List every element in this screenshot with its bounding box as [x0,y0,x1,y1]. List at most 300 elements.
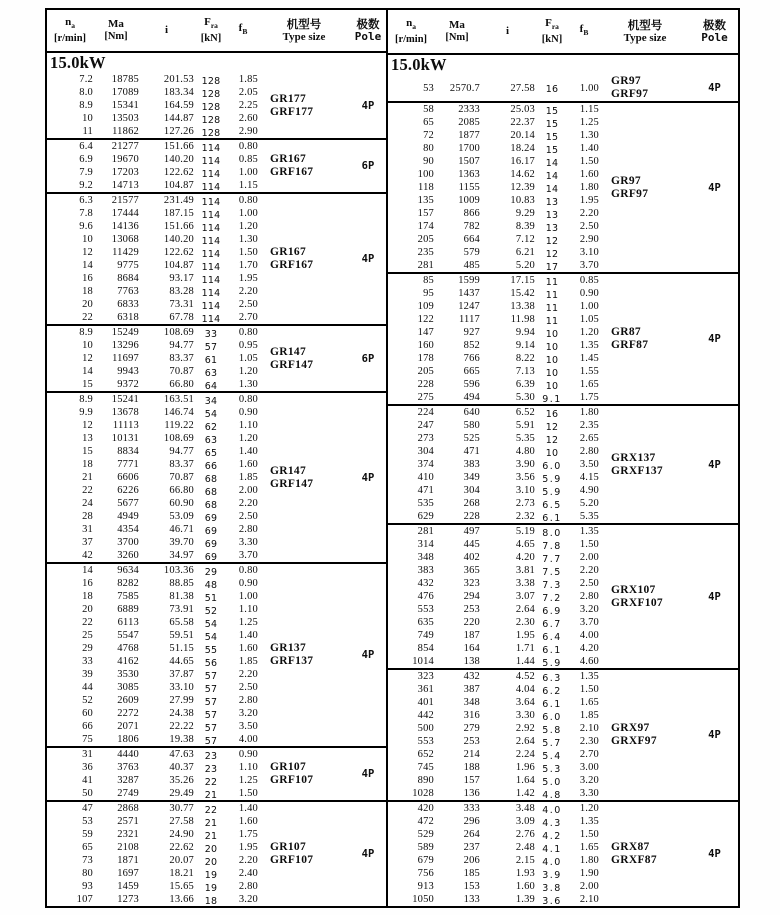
cell-ma: 1437 [458,288,480,299]
table-row [388,854,599,867]
table-row [47,125,258,138]
pole-value: 4P [708,729,721,741]
cell-i: 2.15 [515,855,535,866]
type-size-label [258,246,350,272]
cell-fb: 0.90 [238,407,258,418]
cell-ma: 1697 [117,868,139,879]
cell-na: 16 [82,273,93,284]
cell-fb: 3.70 [579,260,599,271]
cell-fra: 4.8 [542,789,562,801]
type-size-group [47,391,386,562]
cell-fb: 3.70 [238,550,258,561]
cell-fb: 2.10 [579,894,599,905]
cell-fra: 114 [201,222,221,234]
cell-ma: 11697 [112,353,139,364]
cell-ma: 4768 [117,643,139,654]
cell-fb: 1.50 [579,829,599,840]
cell-fra: 69 [204,538,218,550]
cell-fb: 2.60 [238,113,258,124]
cell-ma: 220 [463,617,480,628]
cell-ma: 2570.7 [449,82,480,94]
cell-fra: 15 [545,105,559,117]
cell-na: 553 [417,604,434,615]
type-size-name: GRXF137 [611,464,663,477]
cell-na: 39 [82,669,93,680]
cell-i: 3.90 [515,459,535,470]
col-header-pole: 极数 Pole [354,17,382,43]
pole-value: 4P [361,99,375,112]
cell-ma: 133 [463,894,480,905]
cell-fb: 3.30 [579,788,599,799]
cell-na: 323 [417,671,434,682]
cell-na: 8.0 [79,87,93,98]
cell-i: 183.34 [163,87,194,98]
cell-i: 3.64 [515,697,535,708]
cell-na: 15 [82,446,93,457]
cell-fb: 1.00 [238,591,258,602]
cell-ma: 19670 [111,154,139,165]
cell-fb: 2.80 [238,695,258,706]
table-row [47,748,258,761]
cell-fra: 66 [204,460,218,472]
cell-fb: 4.60 [579,656,599,667]
table-row [388,893,599,906]
table-row [47,577,258,590]
table-row [388,103,599,116]
cell-i: 65.58 [169,617,194,628]
cell-na: 118 [418,182,434,193]
cell-fra: 5.9 [542,657,562,669]
type-size-name: GR137 [270,642,306,654]
col-header-fra: $F_{ra}$ [kN] [541,16,563,45]
table-row [47,523,258,536]
table-row [47,326,258,339]
type-size-group [388,523,738,668]
cell-ma: 14713 [111,180,139,191]
cell-fra: 114 [201,287,221,299]
cell-fb: 3.20 [238,708,258,719]
group-rows [388,525,599,668]
cell-fra: 11 [545,302,559,314]
cell-fra: 15 [545,131,559,143]
type-size-name: GR177 [270,92,306,105]
cell-i: 15.42 [510,288,535,299]
cell-ma: 316 [463,710,480,721]
table-row [388,748,599,761]
groups-left [47,73,386,906]
table-row [47,497,258,510]
table-row [388,683,599,696]
cell-i: 46.71 [169,524,194,535]
cell-fb: 1.20 [238,221,258,232]
cell-i: 151.66 [163,221,194,232]
cell-fra: 128 [201,114,221,126]
type-size-name: GRX87 [611,841,650,853]
cell-i: 7.13 [515,366,535,377]
cell-na: 178 [417,353,434,364]
cell-na: 361 [417,684,434,695]
table-row [47,194,258,207]
cell-fb: 1.20 [579,803,599,814]
group-rows [47,140,258,192]
cell-fra: 57 [204,709,218,721]
group-rows [388,103,599,272]
cell-i: 60.90 [169,498,194,509]
table-row [388,155,599,168]
cell-i: 3.38 [515,578,535,589]
cell-ma: 3530 [117,669,139,680]
cell-fb: 1.50 [579,539,599,550]
cell-fra: 4.1 [542,843,562,855]
table-row [388,497,599,510]
cell-na: 401 [417,697,434,708]
cell-ma: 2321 [117,829,139,840]
table-row [47,339,258,352]
cell-fb: 1.35 [579,816,599,827]
cell-fb: 1.30 [238,234,258,245]
table-row [47,733,258,746]
cell-fb: 2.20 [238,286,258,297]
table-row [47,378,258,391]
cell-fb: 0.85 [238,154,258,165]
cell-fb: 2.80 [579,446,599,457]
cell-i: 1.44 [515,656,535,667]
table-row [388,828,599,841]
cell-na: 72 [423,130,434,141]
cell-na: 107 [76,894,93,905]
cell-fb: 1.75 [238,829,258,840]
cell-fra: 6.9 [542,605,562,617]
cell-fb: 1.95 [238,842,258,853]
table-row [388,709,599,722]
group-rows [47,326,258,391]
col-header-fb: $f_B$ [238,22,248,37]
cell-fb: 1.50 [579,684,599,695]
cell-fra: 12 [545,421,559,433]
cell-na: 913 [417,881,434,892]
cell-i: 201.53 [163,74,194,85]
cell-na: 80 [423,143,434,154]
cell-i: 122.62 [163,167,194,178]
table-row [388,300,599,313]
table-row [388,590,599,603]
cell-fb: 1.00 [238,167,258,178]
cell-fra: 15 [545,144,559,156]
type-size-name: GRF107 [270,774,314,786]
cell-fra: 51 [204,592,218,604]
table-row [47,629,258,642]
table-row [388,365,599,378]
cell-fra: 21 [204,789,218,801]
cell-na: 21 [82,472,93,483]
cell-i: 5.30 [515,392,535,403]
cell-fb: 2.80 [238,881,258,892]
type-size-name: GRF97 [611,88,649,100]
table-row [388,616,599,629]
cell-fb: 3.50 [238,721,258,732]
cell-na: 635 [417,617,434,628]
table-row [47,893,258,906]
group-rows [47,194,258,324]
col-header-pole: 极数 Pole [701,18,728,44]
cell-fb: 2.25 [238,100,258,111]
table-row [388,326,599,339]
cell-i: 70.87 [169,472,194,483]
cell-fb: 1.15 [579,104,599,115]
cell-fb: 1.00 [579,82,599,94]
cell-na: 281 [417,260,434,271]
cell-i: 127.26 [163,126,194,137]
cell-na: 7.9 [79,167,93,178]
cell-na: 12 [82,353,93,364]
cell-fb: 2.80 [238,524,258,535]
cell-i: 66.80 [169,379,194,390]
table-row [388,696,599,709]
cell-fb: 1.80 [579,407,599,418]
cell-fb: 1.25 [238,617,258,628]
cell-ma: 866 [463,208,480,219]
cell-fra: 57 [204,341,218,353]
right-table [386,10,738,906]
cell-ma: 21577 [111,195,139,206]
group-rows [388,802,599,906]
cell-fb: 1.35 [579,526,599,537]
table-row [47,880,258,893]
cell-fb: 1.25 [579,117,599,128]
cell-ma: 138 [463,656,480,667]
cell-fra: 61 [204,354,218,366]
cell-na: 374 [417,459,434,470]
type-size-name: GR107 [270,761,306,773]
cell-na: 7.2 [79,74,93,85]
cell-i: 4.20 [515,552,535,563]
cell-ma: 296 [463,816,480,827]
cell-fra: 114 [201,235,221,247]
cell-fb: 1.10 [238,604,258,615]
cell-ma: 185 [463,868,480,879]
cell-ma: 1599 [458,275,480,286]
cell-ma: 214 [463,749,480,760]
table-row [47,603,258,616]
table-row [388,551,599,564]
cell-fra: 10 [545,380,559,392]
cell-fra: 20 [204,843,218,855]
cell-fb: 2.50 [238,682,258,693]
col-header-type: 机型号 Type size [623,18,667,44]
cell-fb: 4.15 [579,472,599,483]
table-row [388,603,599,616]
cell-fra: 48 [204,579,218,591]
table-row [47,207,258,220]
type-size-group [388,75,738,101]
cell-ma: 11113 [112,420,139,431]
table-row [388,642,599,655]
cell-fra: 7.5 [542,566,562,578]
cell-ma: 365 [463,565,480,576]
cell-i: 140.20 [163,234,194,245]
cell-fb: 1.00 [238,208,258,219]
cell-fb: 1.60 [238,643,258,654]
cell-i: 22.37 [510,117,535,128]
cell-i: 4.04 [515,684,535,695]
cell-ma: 6113 [117,617,139,628]
cell-fra: 16 [545,408,559,420]
type-size-name: GRF97 [611,187,649,200]
cell-fra: 57 [204,683,218,695]
table-row [47,867,258,880]
cell-na: 14 [82,366,93,377]
cell-ma: 279 [463,723,480,734]
type-size-group [47,138,386,192]
cell-fb: 2.00 [579,881,599,892]
table-row [47,406,258,419]
type-size-name: GR107 [270,841,306,853]
cell-fra: 114 [201,300,221,312]
group-rows [47,393,258,562]
cell-ma: 485 [463,260,480,271]
cell-i: 83.37 [169,459,194,470]
pole-value: 4P [361,649,375,661]
cell-i: 81.38 [169,591,194,602]
table-row [388,419,599,432]
cell-ma: 1247 [458,301,480,312]
cell-fra: 5.9 [542,486,562,498]
type-size-group [388,668,738,800]
cell-na: 174 [417,221,434,232]
cell-i: 104.87 [163,180,194,191]
power-rating-right: 15.0kW [391,55,447,74]
cell-ma: 2071 [117,721,139,732]
cell-fra: 62 [204,421,218,433]
cell-na: 8.9 [79,327,93,338]
cell-ma: 383 [463,459,480,470]
cell-i: 8.22 [515,353,535,364]
table-row [47,694,258,707]
cell-na: 16 [82,578,93,589]
cell-ma: 14136 [111,221,139,232]
cell-fra: 6.7 [542,618,562,630]
cell-i: 1.96 [515,762,535,773]
type-size-group [47,562,386,746]
table-row [47,655,258,668]
cell-na: 10 [82,113,93,124]
cell-ma: 640 [463,407,480,418]
cell-i: 33.10 [169,682,194,693]
cell-na: 12 [82,420,93,431]
cell-na: 652 [417,749,434,760]
cell-fb: 1.55 [579,366,599,377]
cell-fra: 68 [204,499,218,511]
cell-i: 2.30 [515,617,535,628]
cell-ma: 927 [463,327,480,338]
cell-fra: 23 [204,763,218,775]
type-size-label [258,346,350,372]
cell-fra: 7.3 [542,579,562,591]
cell-fra: 13 [545,209,559,221]
table-row [388,82,599,95]
table-row [47,720,258,733]
cell-ma: 164 [463,643,480,654]
cell-fra: 3.8 [542,882,562,894]
cell-i: 59.51 [169,630,194,641]
cell-na: 53 [423,82,434,94]
cell-i: 51.15 [169,643,194,654]
cell-na: 50 [82,788,93,799]
cell-i: 5.91 [515,420,535,431]
type-size-name: GRXF107 [611,596,663,609]
table-row [47,841,258,854]
cell-fra: 12 [545,434,559,446]
cell-ma: 294 [463,591,480,602]
cell-i: 11.98 [510,314,535,325]
cell-fra: 34 [204,395,218,407]
cell-na: 66 [82,721,93,732]
cell-fb: 2.20 [238,498,258,509]
cell-ma: 3763 [117,762,139,773]
cell-fra: 4.2 [542,830,562,842]
cell-fra: 33 [204,328,218,340]
cell-ma: 402 [463,552,480,563]
type-size-label [258,761,350,787]
cell-i: 2.32 [515,511,535,522]
cell-fb: 0.85 [579,275,599,286]
cell-fb: 3.20 [238,894,258,905]
cell-na: 65 [82,842,93,853]
cell-fra: 63 [204,434,218,446]
cell-i: 3.09 [515,816,535,827]
cell-na: 80 [82,868,93,879]
cell-fb: 3.70 [579,617,599,628]
cell-ma: 17444 [111,208,139,219]
type-size-name: GR167 [270,246,306,258]
table-row [388,525,599,538]
pole-value: 4P [361,253,375,265]
cell-na: 224 [417,407,434,418]
type-size-label [258,841,350,867]
cell-fra: 4.0 [542,804,562,816]
cell-fb: 1.40 [579,143,599,154]
cell-i: 30.77 [169,803,194,814]
table-row [388,352,599,365]
cell-fb: 2.20 [579,565,599,576]
cell-na: 122 [417,314,434,325]
type-size-label [258,93,350,119]
cell-fb: 2.20 [238,855,258,866]
cell-i: 66.80 [169,485,194,496]
type-size-group [47,746,386,800]
table-row [47,471,258,484]
table-row [47,272,258,285]
cell-na: 247 [417,420,434,431]
cell-fra: 4.3 [542,817,562,829]
cell-fra: 12 [545,235,559,247]
cell-i: 13.66 [169,894,194,905]
cell-na: 410 [417,472,434,483]
cell-na: 553 [417,736,434,747]
cell-fb: 1.90 [579,868,599,879]
table-row [47,112,258,125]
table-row [47,484,258,497]
cell-fb: 1.35 [579,671,599,682]
cell-fb: 1.85 [238,656,258,667]
cell-i: 88.85 [169,578,194,589]
cell-i: 18.21 [169,868,194,879]
cell-na: 95 [423,288,434,299]
cell-fb: 2.50 [238,511,258,522]
cell-na: 58 [423,104,434,115]
cell-fb: 3.10 [579,247,599,258]
cell-ma: 17203 [111,167,139,178]
